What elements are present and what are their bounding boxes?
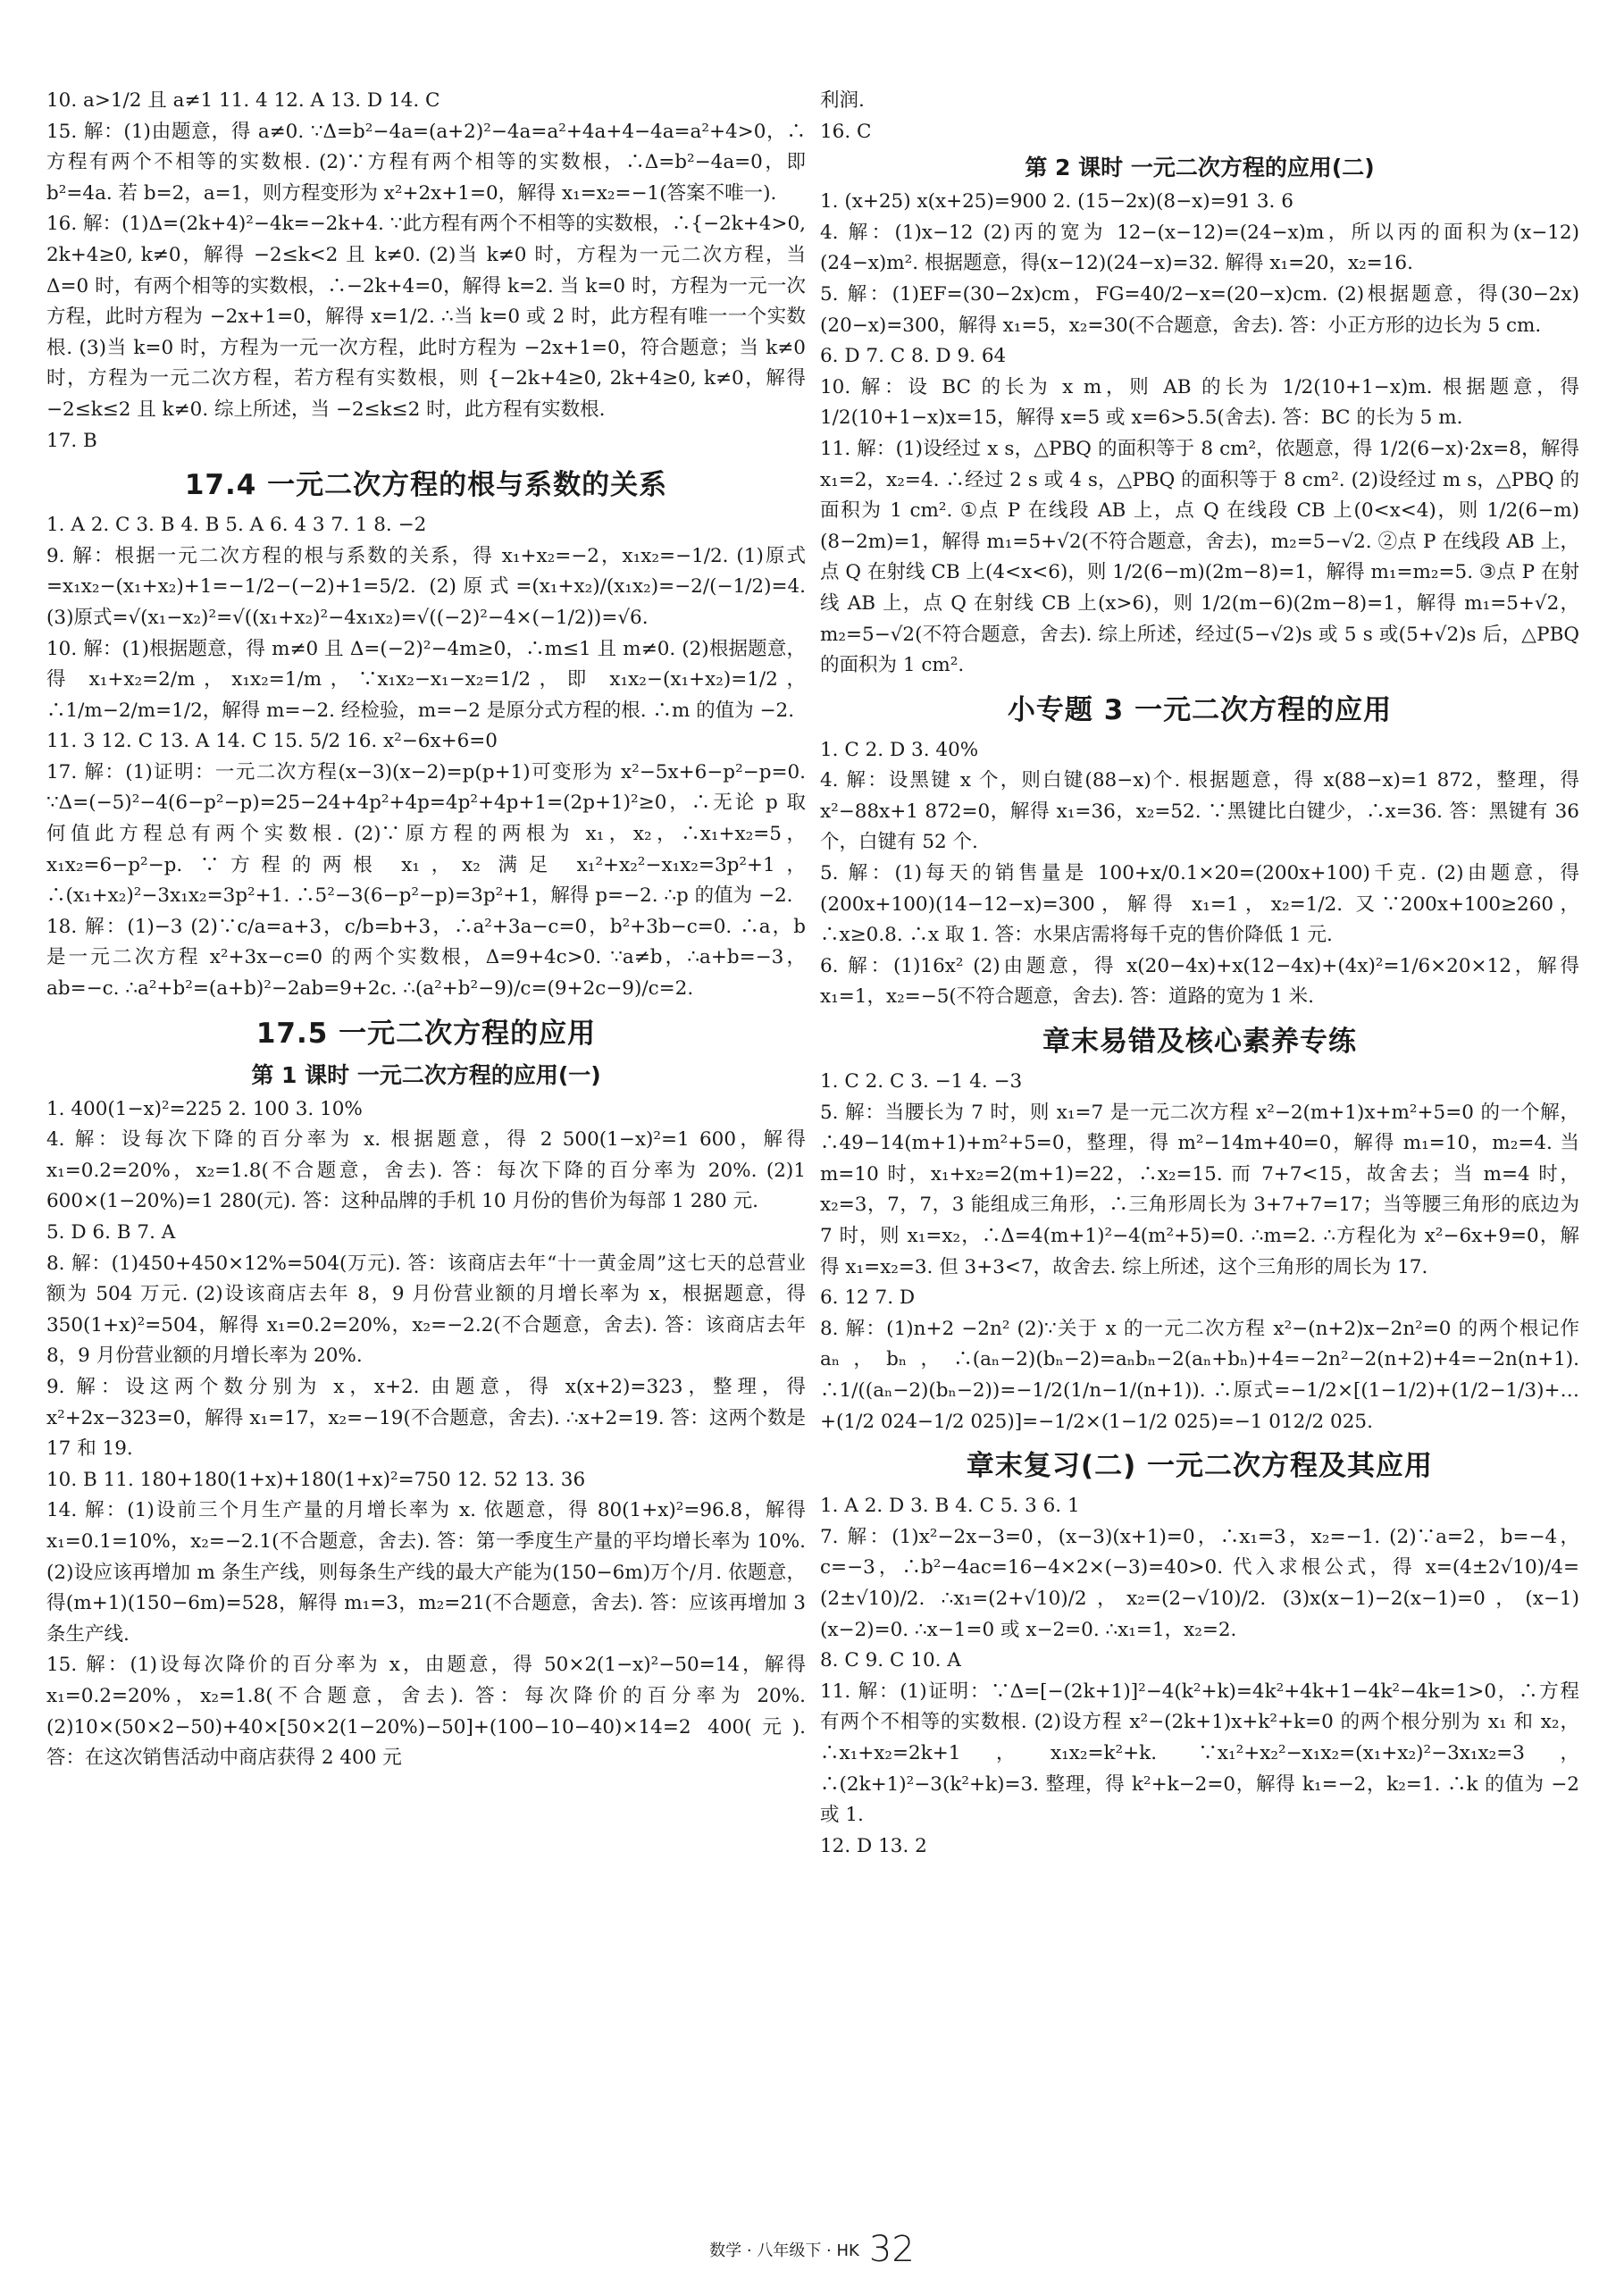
answer-paragraph: 4. 解：设黑键 x 个，则白键(88−x)个. 根据题意，得 x(88−x)=1 872，整理，得 x²−88x+1 872=0，解得 x₁=36，x₂=52. ∵黑键比白键少，∴x=36. 答：黑键有 36 个，白键有 52 个. xyxy=(820,769,1579,854)
right-column xyxy=(820,86,1579,2212)
answer-paragraph: 15. 解：(1)设每次降价的百分率为 x，由题意，得 50×2(1−x)²−50=14，解得 x₁=0.2=20%，x₂=1.8(不合题意，舍去). 答：每次降价的百分率为 20%. (2)10×(50×2−50)+40×[50×2(1−20%)−50]+(100−10−40)×14=2 400(元). 答：在这次销售活动中商店获得 2 400 元 xyxy=(46,1654,806,1770)
answer-paragraph: 10. 解：设 BC 的长为 x m，则 AB 的长为 1/2(10+1−x)m. 根据题意，得 1/2(10+1−x)x=15，解得 x=5 或 x=6>5.5(舍去). 答：BC 的长为 5 m. xyxy=(820,375,1579,430)
answer-paragraph: 8. 解：(1)450+450×12%=504(万元). 答：该商店去年“十一黄金周”这七天的总营业额为 504 万元. (2)设该商店去年 8，9 月份营业额的月增长率为 x，根据题意，得 350(1+x)²=504，解得 x₁=0.2=20%，x₂=−2.2(不合题意，舍去). 答：该商店去年 8，9 月份营业额的月增长率为 20%. xyxy=(46,1252,806,1368)
answer-paragraph: 11. 3 12. C 13. A 14. C 15. 5/2 16. x²−6x+6=0 xyxy=(46,730,498,753)
answer-paragraph: 1. A 2. D 3. B 4. C 5. 3 6. 1 xyxy=(820,1495,1080,1518)
answer-paragraph: 4. 解：(1)x−12 (2)丙的宽为 12−(x−12)=(24−x)m，所以丙的面积为(x−12)(24−x)m². 根据题意，得(x−12)(24−x)=32. 解得 x₁=20，x₂=16. xyxy=(820,221,1579,275)
lesson-title-1: 第 1 课时 一元二次方程的应用(一) xyxy=(251,1061,601,1088)
left-column xyxy=(46,86,806,2212)
section-title-17-5: 17.5 一元二次方程的应用 xyxy=(255,1017,597,1050)
answer-paragraph: 8. C 9. C 10. A xyxy=(820,1649,961,1672)
page-number: 32 xyxy=(868,2229,915,2270)
answer-paragraph: 12. D 13. 2 xyxy=(820,1834,927,1857)
answer-paragraph: 10. 解：(1)根据题意，得 m≠0 且 Δ=(−2)²−4m≥0，∴m≤1 且 m≠0. (2)根据题意，得 x₁+x₂=2/m，x₁x₂=1/m，∵x₁x₂−x₁−x₂=1/2，即 x₁x₂−(x₁+x₂)=1/2，∴1/m−2/m=1/2，解得 m=−2. 经检验，m=−2 是原分式方程的根. ∴m 的值为 −2. xyxy=(46,637,806,722)
answer-paragraph: 17. 解：(1)证明：一元二次方程(x−3)(x−2)=p(p+1)可变形为 x²−5x+6−p²−p=0. ∵Δ=(−5)²−4(6−p²−p)=25−24+4p²+4p=4p²+4p+1=(2p+1)²≥0，∴无论 p 取何值此方程总有两个实数根. (2)∵原方程的两根为 x₁，x₂，∴x₁+x₂=5，x₁x₂=6−p²−p. ∵方程的两根 x₁，x₂ 满足 x₁²+x₂²−x₁x₂=3p²+1，∴(x₁+x₂)²−3x₁x₂=3p²+1. ∴5²−3(6−p²−p)=3p²+1，解得 p=−2. ∴p 的值为 −2. xyxy=(46,760,806,908)
answer-paragraph: 6. D 7. C 8. D 9. 64 xyxy=(820,345,1007,368)
answer-paragraph: 18. 解：(1)−3 (2)∵c/a=a+3，c/b=b+3，∴a²+3a−c=0，b²+3b−c=0. ∴a，b 是一元二次方程 x²+3x−c=0 的两个实数根，Δ=9+4c>0. ∵a≠b，∴a+b=−3，ab=−c. ∴a²+b²=(a+b)²−2ab=9+2c. ∴(a²+b²−9)/c=(9+2c−9)/c=2. xyxy=(46,915,806,1001)
answer-paragraph: 10. B 11. 180+180(1+x)+180(1+x)²=750 12. 52 13. 36 xyxy=(46,1468,586,1491)
page-footer xyxy=(0,2229,1624,2270)
section-title-topic-3: 小专题 3 一元二次方程的应用 xyxy=(1007,693,1393,726)
section-title-review-2: 章末复习(二) 一元二次方程及其应用 xyxy=(966,1450,1434,1483)
answer-paragraph: 1. C 2. D 3. 40% xyxy=(820,738,979,761)
answer-paragraph: 1. 400(1−x)²=225 2. 100 3. 10% xyxy=(46,1097,363,1120)
answer-paragraph: 利润. xyxy=(820,89,865,112)
answer-paragraph: 14. 解：(1)设前三个月生产量的月增长率为 x. 依题意，得 80(1+x)²=96.8，解得 x₁=0.1=10%，x₂=−2.1(不合题意，舍去). 答：第一季度生产量的平均增长率为 10%. (2)设应该再增加 m 条生产线，则每条生产线的最大产能为(150−6m)万个/月. 依题意，得(m+1)(150−6m)=528，解得 m₁=3，m₂=21(不合题意，舍去). 答：应该再增加 3 条生产线. xyxy=(46,1499,806,1646)
section-title-errors: 章末易错及核心素养专练 xyxy=(1042,1026,1357,1059)
answer-paragraph: 16. C xyxy=(820,120,872,143)
section-title-17-4: 17.4 一元二次方程的根与系数的关系 xyxy=(184,469,668,502)
answer-paragraph: 7. 解：(1)x²−2x−3=0，(x−3)(x+1)=0，∴x₁=3，x₂=−1. (2)∵a=2，b=−4，c=−3，∴b²−4ac=16−4×2×(−3)=40>0. 代入求根公式，得 x=(4±2√10)/4=(2±√10)/2. ∴x₁=(2+√10)/2，x₂=(2−√10)/2. (3)x(x−1)−2(x−1)=0，(x−1)(x−2)=0. ∴x−1=0 或 x−2=0. ∴x₁=1，x₂=2. xyxy=(820,1525,1579,1641)
answer-paragraph: 1. C 2. C 3. −1 4. −3 xyxy=(820,1070,1023,1093)
answer-paragraph: 15. 解：(1)由题意，得 a≠0. ∵Δ=b²−4a=(a+2)²−4a=a²+4a+4−4a=a²+4>0，∴方程有两个不相等的实数根. (2)∵方程有两个相等的实数根，∴Δ=b²−4a=0，即 b²=4a. 若 b=2，a=1，则方程变形为 x²+2x+1=0，解得 x₁=x₂=−1(答案不唯一). xyxy=(46,120,806,205)
footer-label: 数学 · 八年级下 · HK xyxy=(709,2241,859,2260)
answer-paragraph: 16. 解：(1)Δ=(2k+4)²−4k=−2k+4. ∵此方程有两个不相等的实数根，∴{−2k+4>0, 2k+4≥0, k≠0，解得 −2≤k<2 且 k≠0. (2)当 k≠0 时，方程为一元二次方程，当 Δ=0 时，有两个相等的实数根，∴−2k+4=0，解得 k=2. 当 k=0 时，方程为一元一次方程，此时方程为 −2x+1=0，解得 x=1/2. ∴当 k=0 或 2 时，此方程有唯一一个实数根. (3)当 k=0 时，方程为一元一次方程，此时方程为 −2x+1=0，符合题意；当 k≠0 时，方程为一元二次方程，若方程有实数根，则 {−2k+4≥0, 2k+4≥0, k≠0，解得 −2≤k≤2 且 k≠0. 综上所述，当 −2≤k≤2 时，此方程有实数根. xyxy=(46,213,806,421)
answer-paragraph: 9. 解：设这两个数分别为 x，x+2. 由题意，得 x(x+2)=323，整理，得 x²+2x−323=0，解得 x₁=17，x₂=−19(不合题意，舍去). ∴x+2=19. 答：这两个数是 17 和 19. xyxy=(46,1375,806,1461)
answer-paragraph: 6. 解：(1)16x² (2)由题意，得 x(20−4x)+x(12−4x)+(4x)²=1/6×20×12，解得 x₁=1，x₂=−5(不符合题意，舍去). 答：道路的宽为 1 米. xyxy=(820,954,1579,1009)
answer-paragraph: 11. 解：(1)证明：∵Δ=[−(2k+1)]²−4(k²+k)=4k²+4k+1−4k²−4k=1>0，∴方程有两个不相等的实数根. (2)设方程 x²−(2k+1)x+k²+k=0 的两个根分别为 x₁ 和 x₂，∴x₁+x₂=2k+1，x₁x₂=k²+k. ∵x₁²+x₂²−x₁x₂=(x₁+x₂)²−3x₁x₂=3，∴(2k+1)²−3(k²+k)=3. 整理，得 k²+k−2=0，解得 k₁=−2，k₂=1. ∴k 的值为 −2 或 1. xyxy=(820,1680,1579,1827)
answer-paragraph: 1. (x+25) x(x+25)=900 2. (15−2x)(8−x)=91 3. 6 xyxy=(820,190,1293,214)
answer-paragraph: 5. 解：当腰长为 7 时，则 x₁=7 是一元二次方程 x²−2(m+1)x+m²+5=0 的一个解，∴49−14(m+1)+m²+5=0，整理，得 m²−14m+40=0，解得 m₁=10，m₂=4. 当 m=10 时，x₁+x₂=2(m+1)=22，∴x₂=15. 而 7+7<15，故舍去；当 m=4 时，x₂=3，7，7，3 能组成三角形，∴三角形周长为 3+7+7=17；当等腰三角形的底边为 7 时，则 x₁=x₂，∴Δ=4(m+1)²−4(m²+5)=0. ∴m=2. ∴方程化为 x²−6x+9=0，解得 x₁=x₂=3. 但 3+3<7，故舍去. 综上所述，这个三角形的周长为 17. xyxy=(820,1101,1579,1278)
answer-paragraph: 4. 解：设每次下降的百分率为 x. 根据题意，得 2 500(1−x)²=1 600，解得 x₁=0.2=20%，x₂=1.8(不合题意，舍去). 答：每次下降的百分率为 20%. (2)1 600×(1−20%)=1 280(元). 答：这种品牌的手机 10 月份的售价为每部 1 280 元. xyxy=(46,1128,806,1213)
lesson-title-2: 第 2 课时 一元二次方程的应用(二) xyxy=(1025,155,1375,181)
answer-paragraph: 9. 解：根据一元二次方程的根与系数的关系，得 x₁+x₂=−2，x₁x₂=−1/2. (1)原式=x₁x₂−(x₁+x₂)+1=−1/2−(−2)+1=5/2. (2)原式=(x₁+x₂)/(x₁x₂)=−2/(−1/2)=4. (3)原式=√(x₁−x₂)²=√((x₁+x₂)²−4x₁x₂)=√((−2)²−4×(−1/2))=√6. xyxy=(46,544,806,629)
answer-paragraph: 10. a>1/2 且 a≠1 11. 4 12. A 13. D 14. C xyxy=(46,89,440,112)
answer-paragraph: 8. 解：(1)n+2 −2n² (2)∵关于 x 的一元二次方程 x²−(n+2)x−2n²=0 的两个根记作 aₙ，bₙ，∴(aₙ−2)(bₙ−2)=aₙbₙ−2(aₙ+bₙ)+4=−2n²−2(n+2)+4=−2n(n+1). ∴1/((aₙ−2)(bₙ−2))=−1/2(1/n−1/(n+1)). ∴原式=−1/2×[(1−1/2)+(1/2−1/3)+…+(1/2 024−1/2 025)]=−1/2×(1−1/2 025)=−1 012/2 025. xyxy=(820,1317,1579,1433)
answer-paragraph: 5. D 6. B 7. A xyxy=(46,1221,176,1244)
answer-paragraph: 5. 解：(1)每天的销售量是 100+x/0.1×20=(200x+100)千克. (2)由题意，得(200x+100)(14−12−x)=300，解得 x₁=1，x₂=1/2. 又∵200x+100≥260，∴x≥0.8. ∴x 取 1. 答：水果店需将每千克的售价降低 1 元. xyxy=(820,862,1579,947)
answer-paragraph: 17. B xyxy=(46,429,97,452)
answer-paragraph: 11. 解：(1)设经过 x s，△PBQ 的面积等于 8 cm²，依题意，得 1/2(6−x)·2x=8，解得 x₁=2，x₂=4. ∴经过 2 s 或 4 s，△PBQ 的面积等于 8 cm². (2)设经过 m s，△PBQ 的面积为 1 cm². ①点 P 在线段 AB 上，点 Q 在线段 CB 上(0<x<4)，则 1/2(6−m)(8−2m)=1，解得 m₁=5+√2(不符合题意，舍去)，m₂=5−√2. ②点 P 在线段 AB 上，点 Q 在射线 CB 上(4<x<6)，则 1/2(6−m)(2m−8)=1，解得 m₁=m₂=5. ③点 P 在射线 AB 上，点 Q 在射线 CB 上(x>6)，则 1/2(m−6)(2m−8)=1，解得 m₁=5+√2，m₂=5−√2(不符合题意，舍去). 综上所述，经过(5−√2)s 或 5 s 或(5+√2)s 后，△PBQ 的面积为 1 cm². xyxy=(820,437,1579,677)
answer-paragraph: 1. A 2. C 3. B 4. B 5. A 6. 4 3 7. 1 8. −2 xyxy=(46,514,427,537)
answer-paragraph: 5. 解：(1)EF=(30−2x)cm，FG=40/2−x=(20−x)cm. (2)根据题意，得(30−2x)(20−x)=300，解得 x₁=5，x₂=30(不合题意，舍去). 答：小正方形的边长为 5 cm. xyxy=(820,282,1579,337)
answer-paragraph: 6. 12 7. D xyxy=(820,1286,916,1310)
